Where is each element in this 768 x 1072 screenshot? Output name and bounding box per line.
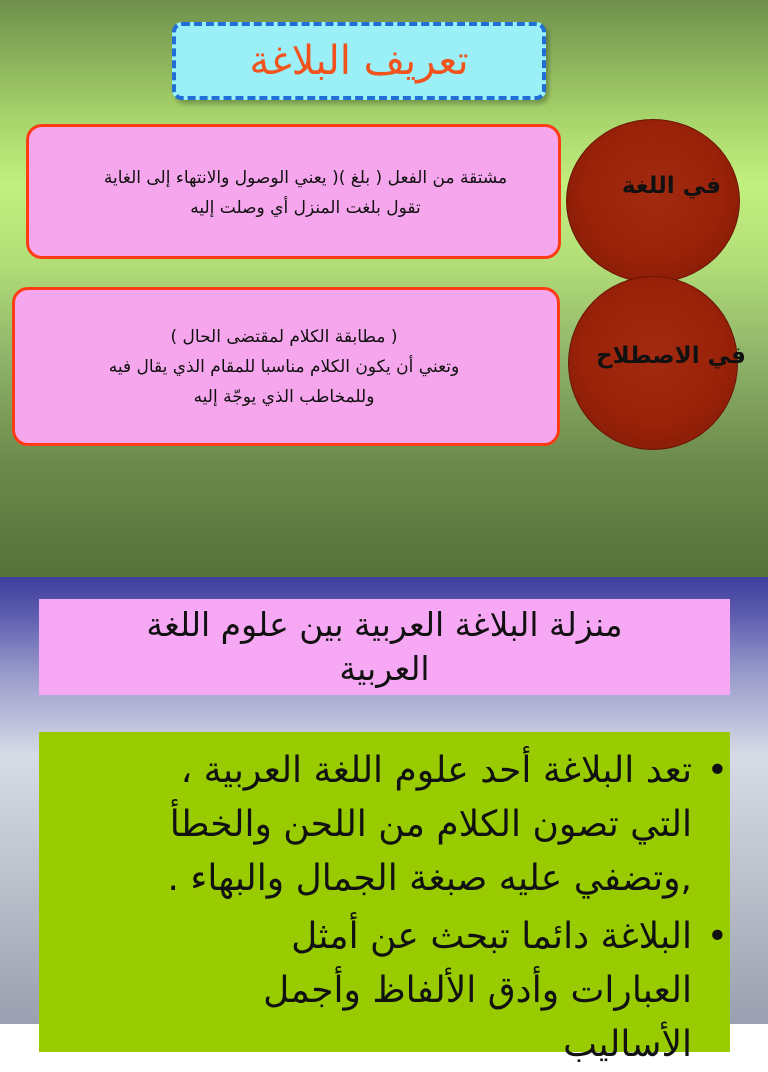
definition-line: ( مطابقة الكلام لمقتضى الحال ) bbox=[170, 327, 398, 347]
bullet-marker: • bbox=[706, 750, 728, 791]
slide2-title-line: منزلة البلاغة العربية بين علوم اللغة bbox=[146, 605, 623, 644]
bullet-line: ,وتضفي عليه صبغة الجمال والبهاء . bbox=[167, 858, 692, 899]
slide2-title-line: العربية bbox=[339, 649, 430, 688]
slide2-body bbox=[39, 732, 730, 1065]
slide2-title bbox=[39, 599, 730, 695]
bullet-line: العبارات وأدق الألفاظ وأجمل bbox=[263, 970, 692, 1011]
slide-status bbox=[0, 577, 768, 1065]
slide-title: تعريف البلاغة bbox=[249, 38, 469, 84]
definition-text-language bbox=[0, 163, 611, 223]
definition-line: تقول بلغت المنزل أي وصلت إليه bbox=[190, 198, 421, 218]
bullet-line: الأساليب bbox=[563, 1024, 692, 1065]
definition-line: وللمخاطب الذي يوجّة إليه bbox=[193, 387, 375, 407]
bullet-marker: • bbox=[706, 916, 728, 957]
label-term: في الاصطلاح bbox=[595, 343, 746, 369]
bullet-line: تعد البلاغة أحد علوم اللغة العربية ، bbox=[180, 750, 692, 791]
bullet-line: البلاغة دائما تبحث عن أمثل bbox=[291, 916, 692, 957]
title-box bbox=[172, 22, 546, 100]
definition-line: وتعني أن يكون الكلام مناسبا للمقام الذي يقال فيه bbox=[108, 357, 460, 377]
label-language: في اللغة bbox=[621, 173, 721, 199]
bullet-item bbox=[90, 744, 730, 906]
bullet-line: التي تصون الكلام من اللحن والخطأ bbox=[169, 804, 692, 845]
bullet-item bbox=[90, 910, 730, 1072]
definition-text-term bbox=[14, 322, 554, 412]
definition-line: مشتقة من الفعل ( بلغ )( يعني الوصول والانتهاء إلى الغاية bbox=[103, 168, 508, 188]
